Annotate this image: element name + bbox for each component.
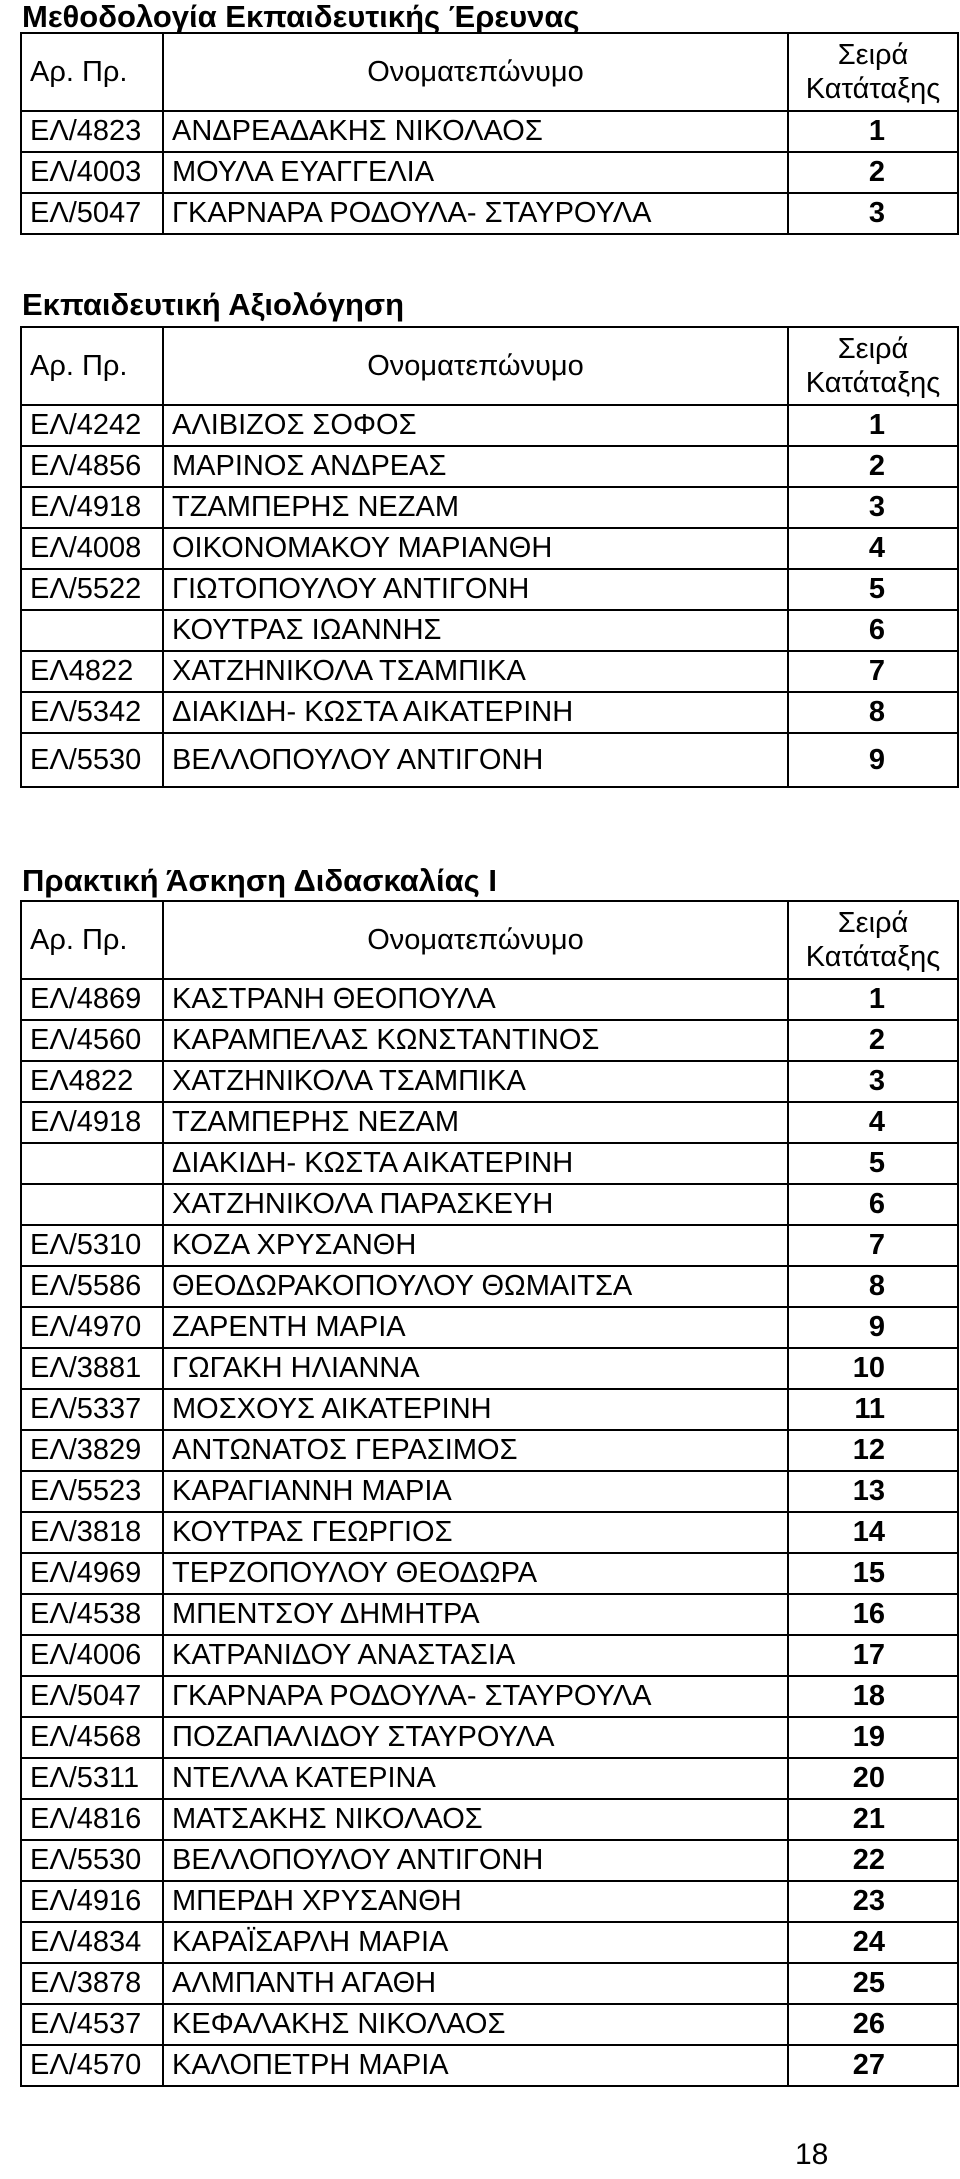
row-rank: 26	[788, 2004, 958, 2045]
row-code: ΕΛ/5522	[21, 569, 163, 610]
table-row	[21, 2004, 958, 2045]
table-row	[21, 111, 958, 152]
row-code: ΕΛ/3881	[21, 1348, 163, 1389]
row-code: ΕΛ/5310	[21, 1225, 163, 1266]
row-rank: 4	[788, 1102, 958, 1143]
row-rank: 9	[788, 1307, 958, 1348]
row-name: ΚΟΥΤΡΑΣ ΓΕΩΡΓΙΟΣ	[163, 1512, 788, 1553]
row-code: ΕΛ4822	[21, 651, 163, 692]
row-rank: 6	[788, 610, 958, 651]
row-code: ΕΛ/4006	[21, 1635, 163, 1676]
row-rank: 18	[788, 1676, 958, 1717]
row-rank: 16	[788, 1594, 958, 1635]
table-row	[21, 1266, 958, 1307]
row-code: ΕΛ/5530	[21, 1840, 163, 1881]
row-name: ΔΙΑΚΙΔΗ- ΚΩΣΤΑ ΑΙΚΑΤΕΡΙΝΗ	[163, 692, 788, 733]
row-rank: 13	[788, 1471, 958, 1512]
row-code: ΕΛ/4568	[21, 1717, 163, 1758]
section-title-educational-evaluation: Εκπαιδευτική Αξιολόγηση	[22, 287, 405, 322]
row-rank: 14	[788, 1512, 958, 1553]
row-name: ΚΟΥΤΡΑΣ ΙΩΑΝΝΗΣ	[163, 610, 788, 651]
row-name: ΑΛΙΒΙΖΟΣ ΣΟΦΟΣ	[163, 405, 788, 446]
row-rank: 10	[788, 1348, 958, 1389]
row-rank: 3	[788, 1061, 958, 1102]
table-row	[21, 1635, 958, 1676]
table-header-row	[21, 901, 958, 979]
row-code: ΕΛ/5047	[21, 193, 163, 234]
row-rank: 22	[788, 1840, 958, 1881]
table-row	[21, 1676, 958, 1717]
row-name: ΓΚΑΡΝΑΡΑ ΡΟΔΟΥΛΑ- ΣΤΑΥΡΟΥΛΑ	[163, 193, 788, 234]
table-row	[21, 1758, 958, 1799]
row-code: ΕΛ/4856	[21, 446, 163, 487]
row-rank: 2	[788, 152, 958, 193]
row-code: ΕΛ/4918	[21, 1102, 163, 1143]
row-name: ΑΝΤΩΝΑΤΟΣ ΓΕΡΑΣΙΜΟΣ	[163, 1430, 788, 1471]
row-code: ΕΛ/4816	[21, 1799, 163, 1840]
row-rank: 7	[788, 1225, 958, 1266]
ranking-table-educational-evaluation	[20, 326, 959, 788]
row-rank: 1	[788, 979, 958, 1020]
section-title-educational-research: Μεθοδολογία Εκπαιδευτικής Έρευνας	[22, 0, 580, 34]
table-row	[21, 1922, 958, 1963]
row-rank: 1	[788, 111, 958, 152]
row-code: ΕΛ/4916	[21, 1881, 163, 1922]
ranking-table-educational-research	[20, 32, 959, 235]
table-row	[21, 1184, 958, 1225]
row-code: ΕΛ/5342	[21, 692, 163, 733]
row-name: ΜΑΡΙΝΟΣ ΑΝΔΡΕΑΣ	[163, 446, 788, 487]
header-name: Ονοματεπώνυμο	[163, 33, 788, 111]
row-code: ΕΛ/4537	[21, 2004, 163, 2045]
row-code: ΕΛ/4969	[21, 1553, 163, 1594]
row-name: ΑΝΔΡΕΑΔΑΚΗΣ ΝΙΚΟΛΑΟΣ	[163, 111, 788, 152]
row-name: ΜΟΣΧΟΥΣ ΑΙΚΑΤΕΡΙΝΗ	[163, 1389, 788, 1430]
table-body	[21, 111, 958, 234]
row-code: ΕΛ/4538	[21, 1594, 163, 1635]
ranking-table-teaching-practice	[20, 900, 959, 2087]
header-rank: Σειρά Κατάταξης	[788, 33, 958, 111]
header-code: Αρ. Πρ.	[21, 327, 163, 405]
row-code: ΕΛ/4869	[21, 979, 163, 1020]
table-row	[21, 610, 958, 651]
table-row	[21, 651, 958, 692]
row-name: ΚΑΡΑΓΙΑΝΝΗ ΜΑΡΙΑ	[163, 1471, 788, 1512]
row-name: ΘΕΟΔΩΡΑΚΟΠΟΥΛΟΥ ΘΩΜΑΙΤΣΑ	[163, 1266, 788, 1307]
row-code: ΕΛ/4008	[21, 528, 163, 569]
table-row	[21, 2045, 958, 2086]
table-row	[21, 1225, 958, 1266]
row-code: ΕΛ/5586	[21, 1266, 163, 1307]
row-rank: 17	[788, 1635, 958, 1676]
row-name: ΒΕΛΛΟΠΟΥΛΟΥ ΑΝΤΙΓΟΝΗ	[163, 733, 788, 787]
row-name: ΚΑΡΑΜΠΕΛΑΣ ΚΩΝΣΤΑΝΤΙΝΟΣ	[163, 1020, 788, 1061]
row-name: ΜΠΕΡΔΗ ΧΡΥΣΑΝΘΗ	[163, 1881, 788, 1922]
row-code: ΕΛ/5047	[21, 1676, 163, 1717]
header-name: Ονοματεπώνυμο	[163, 901, 788, 979]
row-rank: 1	[788, 405, 958, 446]
row-name: ΧΑΤΖΗΝΙΚΟΛΑ ΤΣΑΜΠΙΚΑ	[163, 651, 788, 692]
section-title-teaching-practice: Πρακτική Άσκηση Διδασκαλίας Ι	[22, 863, 497, 898]
row-code: ΕΛ/4823	[21, 111, 163, 152]
table-row	[21, 446, 958, 487]
row-name: ΑΛΜΠΑΝΤΗ ΑΓΑΘΗ	[163, 1963, 788, 2004]
row-code: ΕΛ/4918	[21, 487, 163, 528]
row-name: ΚΑΤΡΑΝΙΔΟΥ ΑΝΑΣΤΑΣΙΑ	[163, 1635, 788, 1676]
row-code: ΕΛ/5311	[21, 1758, 163, 1799]
row-rank: 8	[788, 692, 958, 733]
table-row	[21, 1020, 958, 1061]
row-name: ΚΑΣΤΡΑΝΗ ΘΕΟΠΟΥΛΑ	[163, 979, 788, 1020]
row-code: ΕΛ/4570	[21, 2045, 163, 2086]
table-row	[21, 1717, 958, 1758]
row-name: ΤΖΑΜΠΕΡΗΣ ΝΕΖΑΜ	[163, 1102, 788, 1143]
row-rank: 12	[788, 1430, 958, 1471]
table-row	[21, 1553, 958, 1594]
row-code: ΕΛ/5530	[21, 733, 163, 787]
row-name: ΚΟΖΑ ΧΡΥΣΑΝΘΗ	[163, 1225, 788, 1266]
row-rank: 19	[788, 1717, 958, 1758]
row-code: ΕΛ/4242	[21, 405, 163, 446]
row-rank: 15	[788, 1553, 958, 1594]
row-name: ΤΖΑΜΠΕΡΗΣ ΝΕΖΑΜ	[163, 487, 788, 528]
table-row	[21, 405, 958, 446]
header-name: Ονοματεπώνυμο	[163, 327, 788, 405]
header-rank: Σειρά Κατάταξης	[788, 901, 958, 979]
table-row	[21, 487, 958, 528]
table-row	[21, 1307, 958, 1348]
row-code: ΕΛ/4003	[21, 152, 163, 193]
row-name: ΚΕΦΑΛΑΚΗΣ ΝΙΚΟΛΑΟΣ	[163, 2004, 788, 2045]
row-rank: 24	[788, 1922, 958, 1963]
row-name: ΓΙΩΤΟΠΟΥΛΟΥ ΑΝΤΙΓΟΝΗ	[163, 569, 788, 610]
row-rank: 3	[788, 193, 958, 234]
row-rank: 8	[788, 1266, 958, 1307]
row-name: ΟΙΚΟΝΟΜΑΚΟΥ ΜΑΡΙΑΝΘΗ	[163, 528, 788, 569]
row-code: ΕΛ/3829	[21, 1430, 163, 1471]
row-rank: 4	[788, 528, 958, 569]
table-row	[21, 733, 958, 787]
page-number: 18	[795, 2138, 829, 2171]
table-row	[21, 1594, 958, 1635]
row-code: ΕΛ/3878	[21, 1963, 163, 2004]
row-name: ΚΑΡΑΪΣΑΡΛΗ ΜΑΡΙΑ	[163, 1922, 788, 1963]
row-code	[21, 1143, 163, 1184]
table-row	[21, 193, 958, 234]
row-code: ΕΛ/4834	[21, 1922, 163, 1963]
table-row	[21, 1143, 958, 1184]
table-body	[21, 405, 958, 787]
row-code: ΕΛ/4560	[21, 1020, 163, 1061]
table-row	[21, 979, 958, 1020]
table-row	[21, 528, 958, 569]
row-rank: 5	[788, 569, 958, 610]
row-name: ΚΑΛΟΠΕΤΡΗ ΜΑΡΙΑ	[163, 2045, 788, 2086]
table-row	[21, 152, 958, 193]
row-rank: 2	[788, 1020, 958, 1061]
table-row	[21, 1430, 958, 1471]
table-header-row	[21, 327, 958, 405]
table-row	[21, 1102, 958, 1143]
row-name: ΜΑΤΣΑΚΗΣ ΝΙΚΟΛΑΟΣ	[163, 1799, 788, 1840]
row-code	[21, 1184, 163, 1225]
table-row	[21, 1840, 958, 1881]
row-rank: 11	[788, 1389, 958, 1430]
row-code: ΕΛ/5523	[21, 1471, 163, 1512]
table-row	[21, 1471, 958, 1512]
row-name: ΜΟΥΛΑ ΕΥΑΓΓΕΛΙΑ	[163, 152, 788, 193]
table-row	[21, 569, 958, 610]
table-row	[21, 1512, 958, 1553]
row-name: ΓΩΓΑΚΗ ΗΛΙΑΝΝΑ	[163, 1348, 788, 1389]
table-row	[21, 1799, 958, 1840]
table-header-row	[21, 33, 958, 111]
header-code: Αρ. Πρ.	[21, 901, 163, 979]
row-code: ΕΛ4822	[21, 1061, 163, 1102]
row-name: ΤΕΡΖΟΠΟΥΛΟΥ ΘΕΟΔΩΡΑ	[163, 1553, 788, 1594]
row-name: ΒΕΛΛΟΠΟΥΛΟΥ ΑΝΤΙΓΟΝΗ	[163, 1840, 788, 1881]
table-row	[21, 692, 958, 733]
row-name: ΠΟΖΑΠΑΛΙΔΟΥ ΣΤΑΥΡΟΥΛΑ	[163, 1717, 788, 1758]
table-row	[21, 1963, 958, 2004]
row-rank: 2	[788, 446, 958, 487]
header-code: Αρ. Πρ.	[21, 33, 163, 111]
header-rank: Σειρά Κατάταξης	[788, 327, 958, 405]
row-rank: 25	[788, 1963, 958, 2004]
row-name: ΧΑΤΖΗΝΙΚΟΛΑ ΤΣΑΜΠΙΚΑ	[163, 1061, 788, 1102]
row-rank: 21	[788, 1799, 958, 1840]
table-row	[21, 1348, 958, 1389]
row-name: ΔΙΑΚΙΔΗ- ΚΩΣΤΑ ΑΙΚΑΤΕΡΙΝΗ	[163, 1143, 788, 1184]
row-code: ΕΛ/4970	[21, 1307, 163, 1348]
table-row	[21, 1061, 958, 1102]
table-row	[21, 1881, 958, 1922]
row-rank: 20	[788, 1758, 958, 1799]
table-row	[21, 1389, 958, 1430]
row-name: ΖΑΡΕΝΤΗ ΜΑΡΙΑ	[163, 1307, 788, 1348]
row-name: ΜΠΕΝΤΣΟΥ ΔΗΜΗΤΡΑ	[163, 1594, 788, 1635]
row-code: ΕΛ/3818	[21, 1512, 163, 1553]
row-code: ΕΛ/5337	[21, 1389, 163, 1430]
row-name: ΧΑΤΖΗΝΙΚΟΛΑ ΠΑΡΑΣΚΕΥΗ	[163, 1184, 788, 1225]
row-code	[21, 610, 163, 651]
row-rank: 3	[788, 487, 958, 528]
row-rank: 23	[788, 1881, 958, 1922]
row-rank: 5	[788, 1143, 958, 1184]
row-name: ΝΤΕΛΛΑ ΚΑΤΕΡΙΝΑ	[163, 1758, 788, 1799]
row-rank: 27	[788, 2045, 958, 2086]
table-body	[21, 979, 958, 2086]
row-name: ΓΚΑΡΝΑΡΑ ΡΟΔΟΥΛΑ- ΣΤΑΥΡΟΥΛΑ	[163, 1676, 788, 1717]
row-rank: 9	[788, 733, 958, 787]
row-rank: 7	[788, 651, 958, 692]
row-rank: 6	[788, 1184, 958, 1225]
